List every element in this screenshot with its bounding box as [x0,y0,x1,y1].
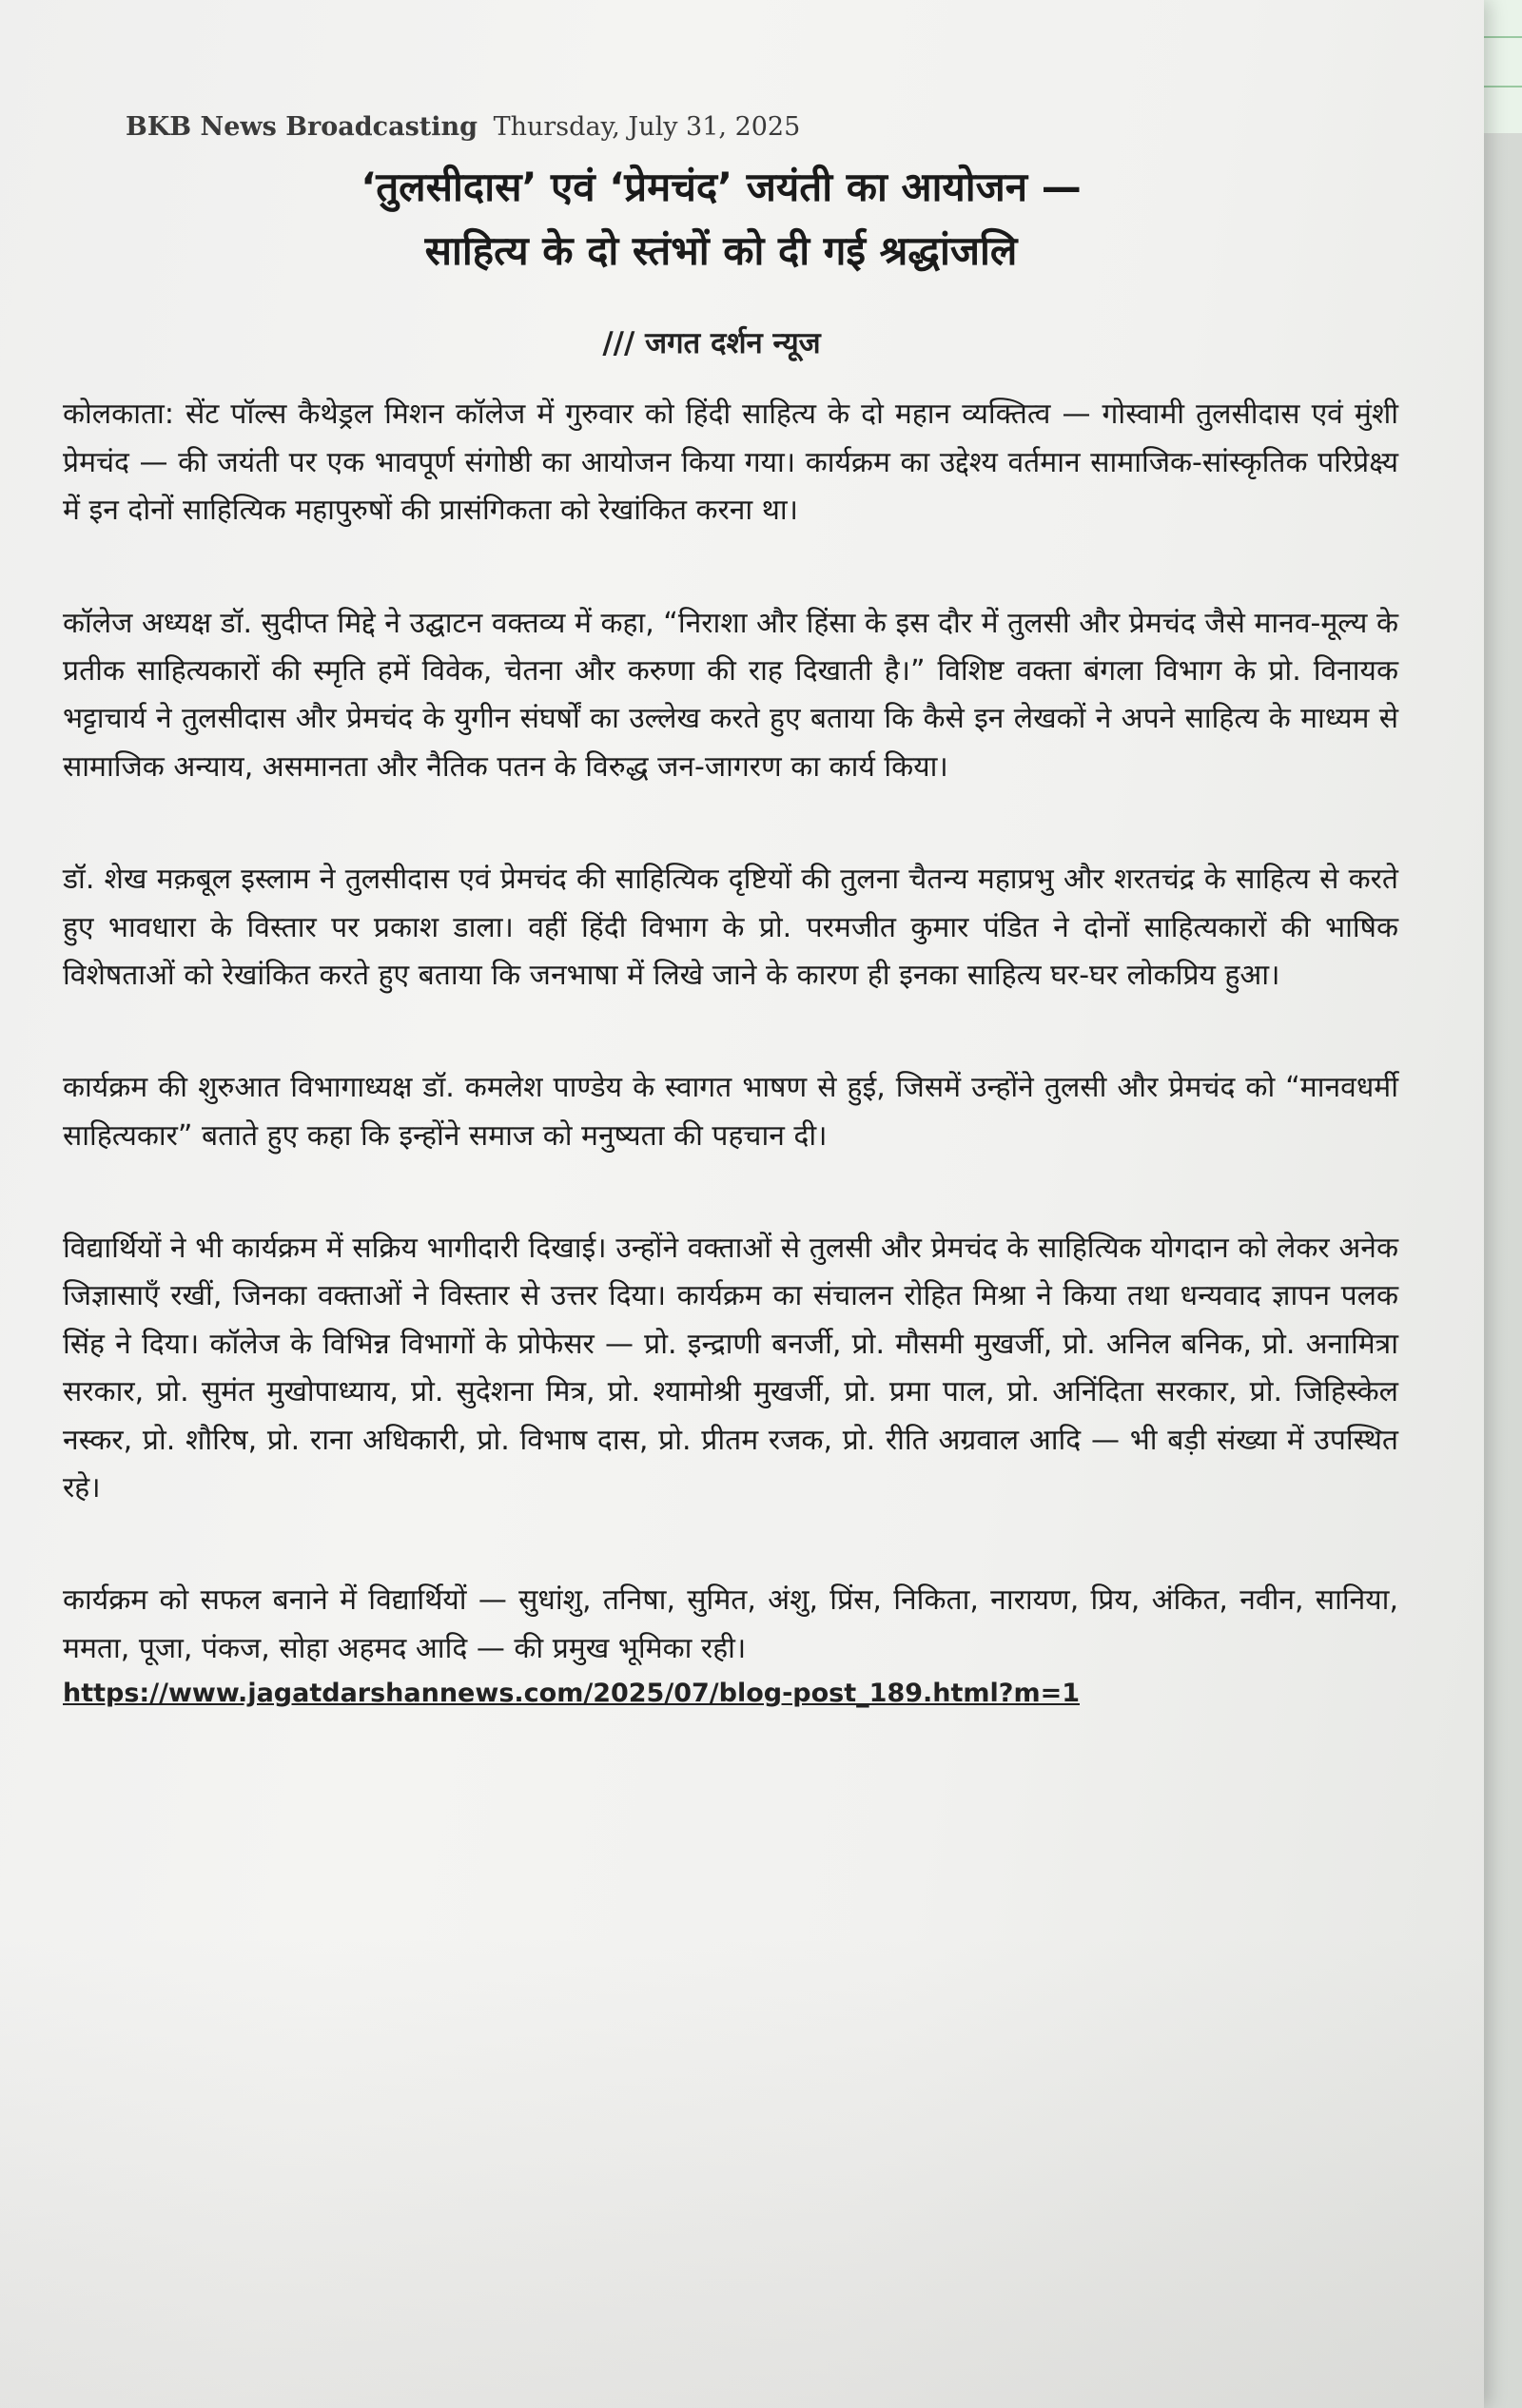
article-paragraph: डॉ. शेख मक़बूल इस्लाम ने तुलसीदास एवं प्रेमचंद की साहित्यिक दृष्टियों की तुलना चैतन्य महाप्रभु और शरतचंद्र के साहित्य से करते हुए भावधारा के विस्तार पर प्रकाश डाला। वहीं हिंदी विभाग के प्रो. परमजीत कुमार पंडित ने दोनों साहित्यकारों की भाषिक विशेषताओं को रेखांकित करते हुए बताया कि जनभाषा में लिखे जाने के कारण ही इनका साहित्य घर-घर लोकप्रिय हुआ। [63,863,1398,992]
source-link[interactable]: https://www.jagatdarshannews.com/2025/07/blog-post_189.html?m=1 [63,1679,1080,1709]
newspaper-name: BKB News Broadcasting [126,112,478,142]
article-paragraph: विद्यार्थियों ने भी कार्यक्रम में सक्रिय भागीदारी दिखाई। उन्होंने वक्ताओं से तुलसी और प्रेमचंद के साहित्यिक योगदान को लेकर अनेक जिज्ञासाएँ रखीं, जिनका वक्ताओं ने विस्तार से उत्तर दिया। कार्यक्रम का संचालन रोहित मिश्रा ने किया तथा धन्यवाद ज्ञापन पलक सिंह ने दिया। कॉलेज के विभिन्न विभागों के प्रोफेसर — प्रो. इन्द्राणी बनर्जी, प्रो. मौसमी मुखर्जी, प्रो. अनिल बनिक, प्रो. अनामित्रा सरकार, प्रो. सुमंत मुखोपाध्याय, प्रो. सुदेशना मित्र, प्रो. श्यामोश्री मुखर्जी, प्रो. प्रमा पाल, प्रो. अनिंदिता सरकार, प्रो. जिहिस्केल नस्कर, प्रो. शौरिष, प्रो. राना अधिकारी, प्रो. विभाष दास, प्रो. प्रीतम रजक, प्रो. रीति अग्रवाल आदि — भी बड़ी संख्या में उपस्थित रहे। [63,1232,1398,1505]
article-paragraph: कॉलेज अध्यक्ष डॉ. सुदीप्त मिद्दे ने उद्घाटन वक्तव्य में कहा, “निराशा और हिंसा के इस दौर में तुलसी और प्रेमचंद जैसे मानव-मूल्य के प्रतीक साहित्यकारों की स्मृति हमें विवेक, चेतना और करुणा की राह दिखाती है।” विशिष्ट वक्ता बंगला विभाग के प्रो. विनायक भट्टाचार्य ने तुलसीदास और प्रेमचंद के युगीन संघर्षों का उल्लेख करते हुए बताया कि कैसे इन लेखकों ने अपने साहित्य के माध्यम से सामाजिक अन्याय, असमानता और नैतिक पतन के विरुद्ध जन-जागरण का कार्य किया। [63,606,1398,784]
article-paragraph: कार्यक्रम की शुरुआत विभागाध्यक्ष डॉ. कमलेश पाण्डेय के स्वागत भाषण से हुई, जिसमें उन्होंने तुलसी और प्रेमचंद को “मानवधर्मी साहित्यकार” बताते हुए कहा कि इन्होंने समाज को मनुष्यता की पहचान दी। [63,1071,1398,1153]
article-paragraph: कोलकाता: सेंट पॉल्स कैथेड्रल मिशन कॉलेज में गुरुवार को हिंदी साहित्य के दो महान व्यक्तित्व — गोस्वामी तुलसीदास एवं मुंशी प्रेमचंद — की जयंती पर एक भावपूर्ण संगोष्ठी का आयोजन किया गया। कार्यक्रम का उद्देश्य वर्तमान सामाजिक-सांस्कृतिक परिप्रेक्ष्य में इन दोनों साहित्यिक महापुरुषों की प्रासंगिकता को रेखांकित करना था। [63,398,1398,528]
paper-shadow [0,1932,1484,2408]
masthead [126,112,1398,142]
headline [63,155,1379,282]
publication-date: Thursday, July 31, 2025 [493,112,801,142]
byline: /// जगत दर्शन न्यूज [602,326,821,361]
headline-line-1: ‘तुलसीदास’ एवं ‘प्रेमचंद’ जयंती का आयोजन — [361,164,1082,210]
article-paragraph: कार्यक्रम को सफल बनाने में विद्यार्थियों — सुधांशु, तनिषा, सुमित, अंशु, प्रिंस, निकिता, नारायण, प्रिय, अंकित, नवीन, सानिया, ममता, पूजा, पंकज, सोहा अहमद आदि — की प्रमुख भूमिका रही। [63,1583,1398,1665]
headline-line-2: साहित्य के दो स्तंभों को दी गई श्रद्धांजलि [424,227,1018,275]
